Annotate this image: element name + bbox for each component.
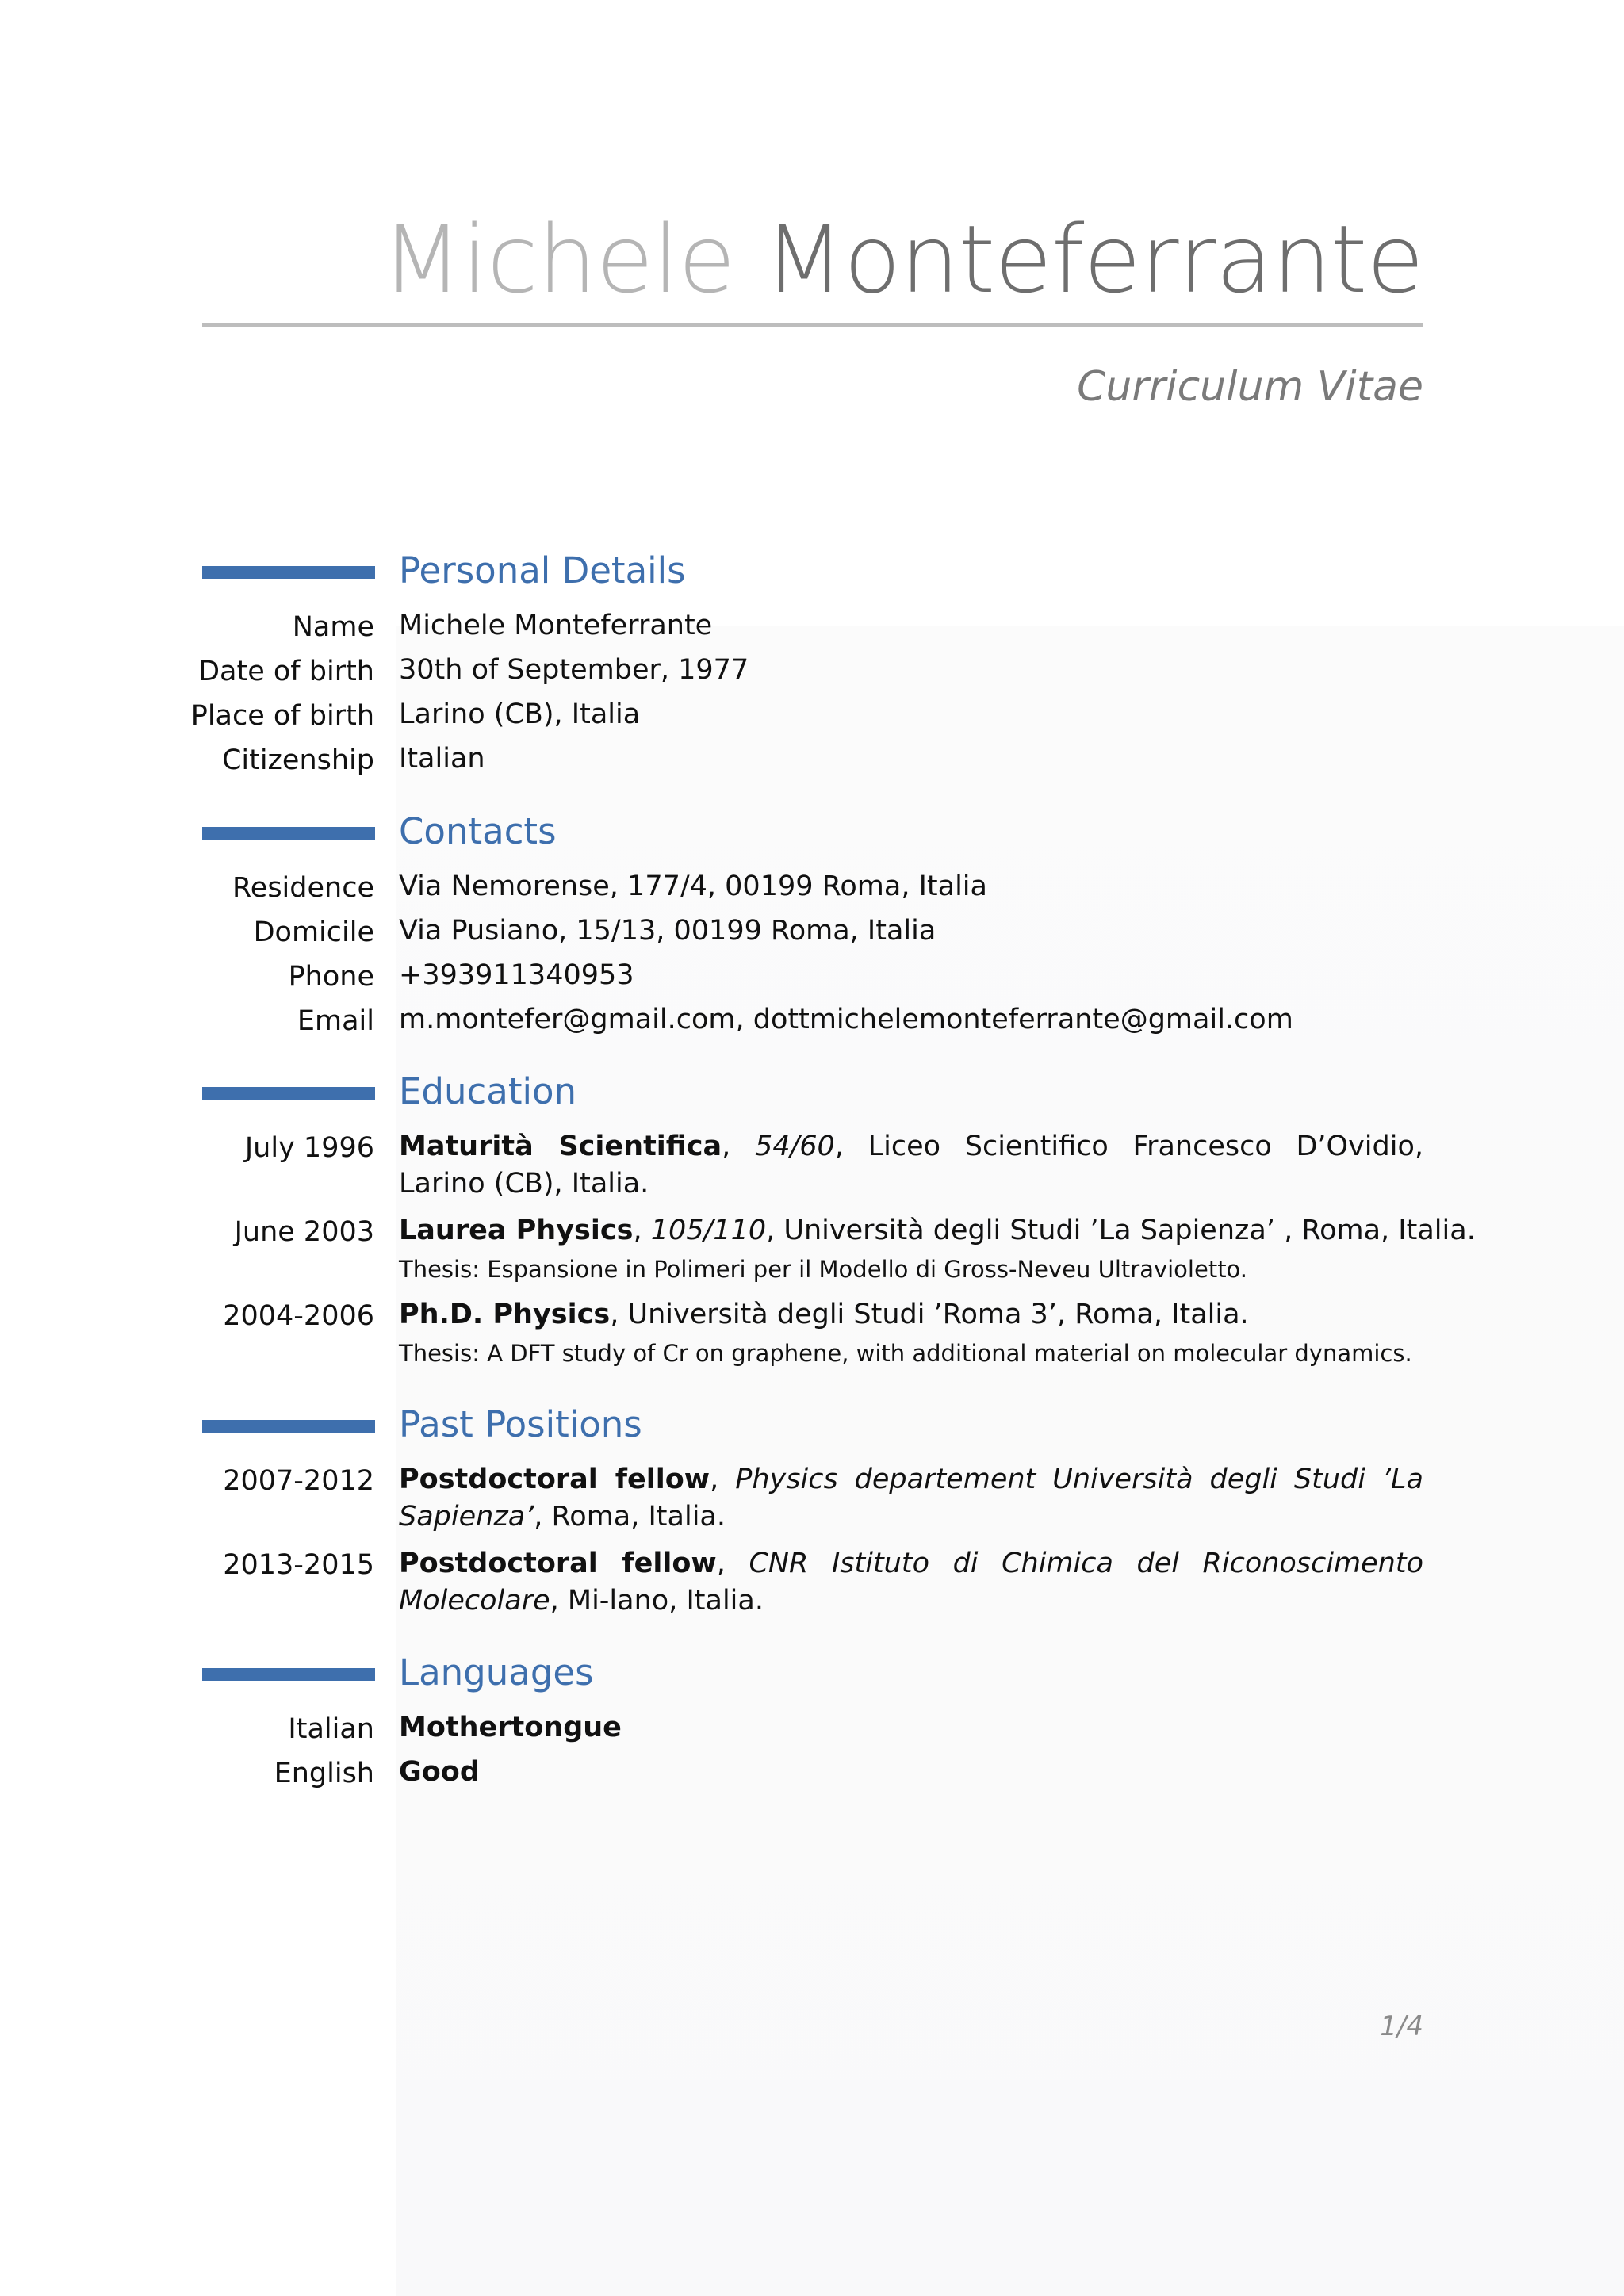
- personal-label-citizenship: Citizenship: [221, 744, 374, 776]
- education-date: 2004-2006: [223, 1300, 374, 1332]
- section-bar-contacts: [202, 827, 375, 840]
- contact-value-residence: Via Nemorense, 177/4, 00199 Roma, Italia: [399, 871, 987, 902]
- education-degree: Laurea Physics: [399, 1215, 634, 1246]
- education-entry: Maturità Scientifica, 54/60, Liceo Scientifico Francesco D’Ovidio, Larino (CB), Italia.: [399, 1131, 1423, 1200]
- first-name: Michele: [381, 205, 735, 314]
- education-thesis: Thesis: A DFT study of Cr on graphene, with additional material on molecular dynamics.: [399, 1340, 1412, 1367]
- cv-subtitle: Curriculum Vitae: [1077, 363, 1423, 411]
- education-institution: , Università degli Studi ’Roma 3’, Roma, Italia.: [610, 1299, 1249, 1330]
- contact-label-phone: Phone: [288, 961, 374, 993]
- education-thesis: Thesis: Espansione in Polimeri per il Modello di Gross-Neveu Ultravioletto.: [399, 1256, 1248, 1283]
- contact-label-domicile: Domicile: [253, 916, 374, 948]
- education-institution: , Liceo Scientifico Francesco D’Ovidio, Larino (CB), Italia.: [399, 1131, 1423, 1200]
- language-level: Mothertongue: [399, 1712, 622, 1743]
- education-institution: , Università degli Studi ’La Sapienza’ , Roma, Italia.: [766, 1215, 1476, 1246]
- personal-value-birthdate: 30th of September, 1977: [399, 654, 749, 686]
- position-location: , Roma, Italia.: [534, 1501, 726, 1533]
- education-date: July 1996: [244, 1132, 374, 1164]
- section-title-languages: Languages: [399, 1651, 594, 1693]
- education-grade: 54/60: [754, 1131, 835, 1162]
- section-title-education: Education: [399, 1070, 577, 1112]
- personal-value-name: Michele Monteferrante: [399, 610, 713, 641]
- section-title-contacts: Contacts: [399, 810, 557, 852]
- position-location: , Mi-lano, Italia.: [550, 1585, 764, 1617]
- personal-value-citizenship: Italian: [399, 743, 485, 775]
- position-role: Postdoctoral fellow: [399, 1548, 717, 1579]
- personal-value-birthplace: Larino (CB), Italia: [399, 698, 641, 730]
- position-entry: Postdoctoral fellow, CNR Istituto di Chimica del Riconoscimento Molecolare, Mi-lano, Italia.: [399, 1548, 1423, 1617]
- cv-name: [381, 205, 1423, 314]
- section-bar-languages: [202, 1668, 375, 1681]
- section-bar-personal: [202, 566, 375, 579]
- education-date: June 2003: [234, 1216, 374, 1248]
- education-entry: [399, 1296, 1423, 1334]
- section-title-positions: Past Positions: [399, 1403, 642, 1445]
- personal-label-birthdate: Date of birth: [198, 656, 374, 687]
- education-entry: Laurea Physics, 105/110, Università degli Studi ’La Sapienza’ , Roma, Italia.: [399, 1215, 1476, 1246]
- name-divider: [202, 323, 1423, 327]
- section-bar-positions: [202, 1420, 375, 1433]
- position-institution: CNR Istituto di Chimica del Riconoscimento Molecolare: [399, 1548, 1423, 1617]
- contact-label-email: Email: [297, 1005, 374, 1037]
- language-name: Italian: [288, 1713, 374, 1745]
- position-entry: Postdoctoral fellow, Physics departement Università degli Studi ’La Sapienza’, Roma, Italia.: [399, 1464, 1423, 1533]
- education-degree: Maturità Scientifica: [399, 1131, 722, 1162]
- position-date: 2013-2015: [223, 1549, 374, 1581]
- contact-value-email: m.montefer@gmail.com, dottmichelemonteferrante@gmail.com: [399, 1004, 1293, 1035]
- contact-value-domicile: Via Pusiano, 15/13, 00199 Roma, Italia: [399, 915, 936, 947]
- last-name: Monteferrante: [764, 205, 1423, 314]
- education-degree: Ph.D. Physics: [399, 1299, 611, 1330]
- language-level: Good: [399, 1756, 480, 1788]
- position-institution: Physics departement Università degli Studi ’La Sapienza’: [399, 1464, 1423, 1533]
- page-number: 1/4: [1380, 2011, 1423, 2042]
- position-date: 2007-2012: [223, 1465, 374, 1497]
- contact-label-residence: Residence: [232, 872, 374, 904]
- section-title-personal: Personal Details: [399, 549, 686, 591]
- contact-value-phone: +393911340953: [399, 959, 634, 991]
- position-role: Postdoctoral fellow: [399, 1464, 710, 1495]
- education-grade: 105/110: [650, 1215, 767, 1246]
- personal-label-birthplace: Place of birth: [190, 700, 374, 732]
- personal-label-name: Name: [292, 611, 374, 643]
- section-bar-education: [202, 1087, 375, 1100]
- language-name: English: [274, 1758, 374, 1789]
